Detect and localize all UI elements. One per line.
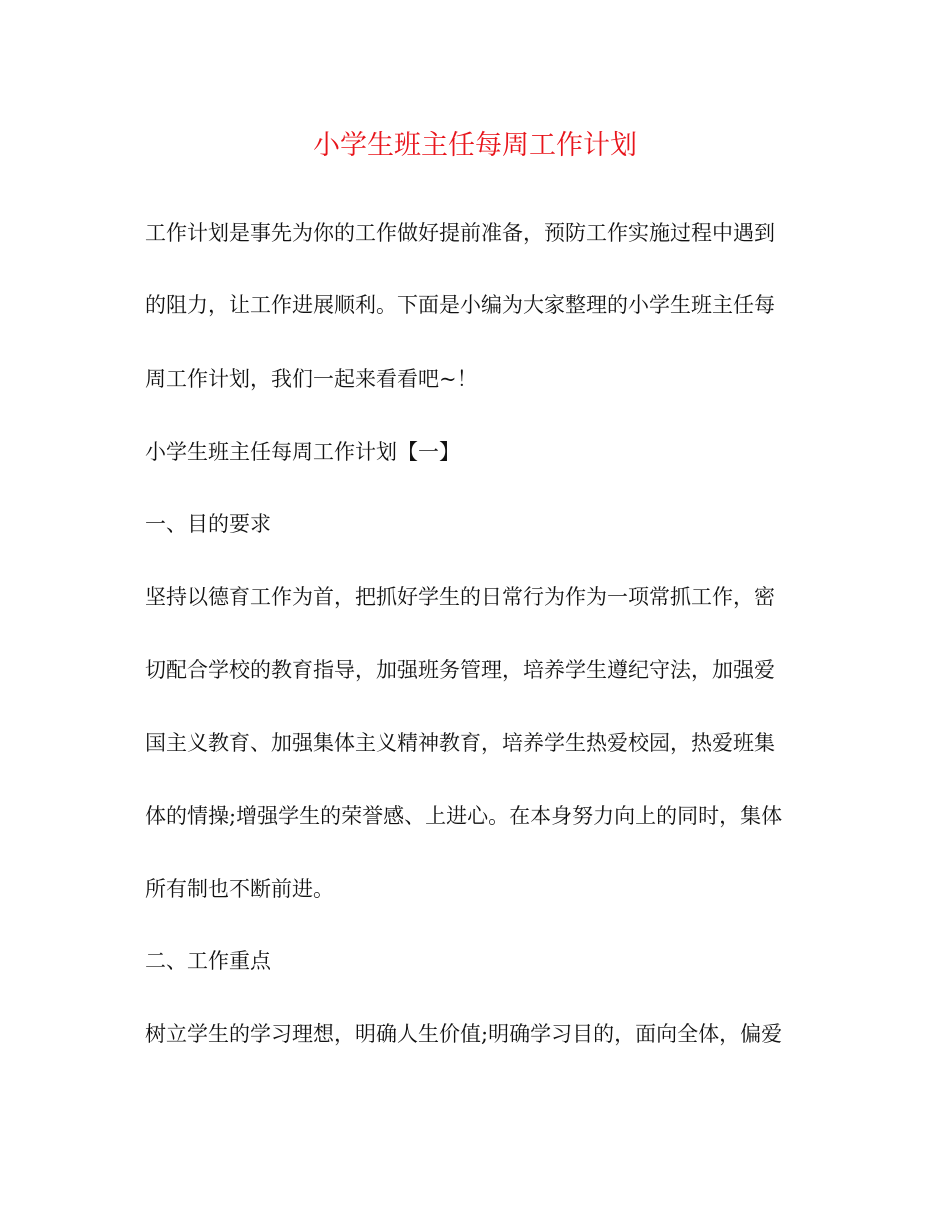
text-line-goals-4: 体的情操;增强学生的荣誉感、上进心。在本身努力向上的同时，集体	[145, 804, 783, 828]
text-line-goals-1: 坚持以德育工作为首，把抓好学生的日常行为作为一项常抓工作，密	[145, 585, 775, 609]
document-title: 小学生班主任每周工作计划	[313, 130, 637, 161]
text-line-goals-5: 所有制也不断前进。	[145, 877, 334, 901]
text-line-intro-1: 工作计划是事先为你的工作做好提前准备，预防工作实施过程中遇到	[145, 221, 775, 245]
section-heading-goals: 一、目的要求	[145, 512, 271, 536]
text-line-intro-2: 的阻力，让工作进展顺利。下面是小编为大家整理的小学生班主任每	[145, 293, 775, 317]
text-line-intro-3: 周工作计划，我们一起来看看吧~！	[145, 367, 478, 391]
text-line-goals-2: 切配合学校的教育指导，加强班务管理，培养学生遵纪守法，加强爱	[145, 658, 775, 682]
text-line-goals-3: 国主义教育、加强集体主义精神教育，培养学生热爱校园，热爱班集	[145, 731, 775, 755]
text-line-focus-1: 树立学生的学习理想，明确人生价值;明确学习目的，面向全体，偏爱	[145, 1022, 783, 1046]
section-heading-plan-one: 小学生班主任每周工作计划【一】	[145, 440, 460, 464]
section-heading-focus: 二、工作重点	[145, 949, 271, 973]
